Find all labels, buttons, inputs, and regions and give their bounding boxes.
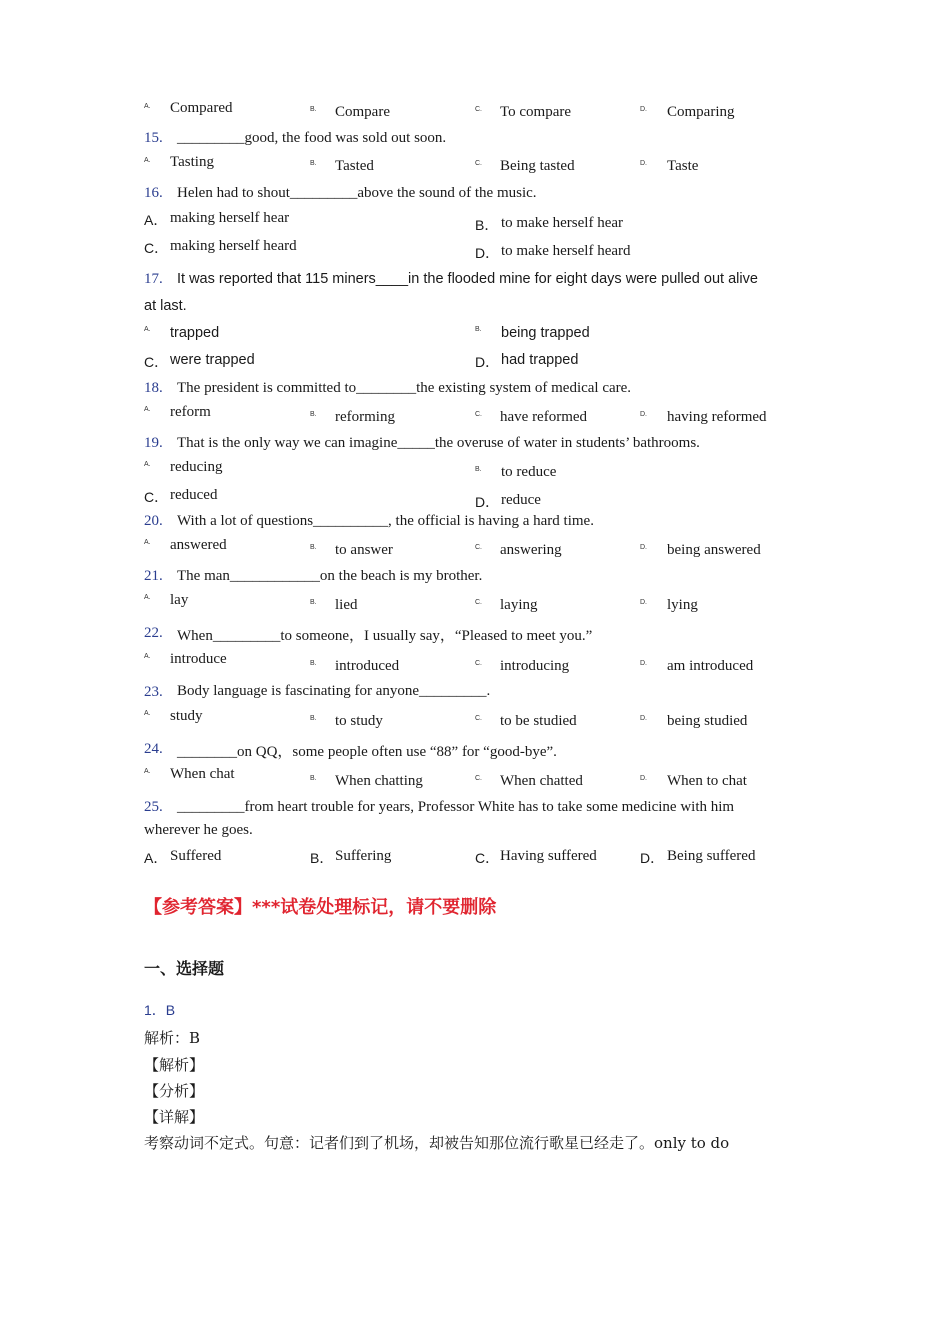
answer-number: 1．B xyxy=(144,1002,176,1018)
option-label: A. xyxy=(144,710,151,717)
option-b[interactable]: to reduce xyxy=(501,464,557,480)
option-d[interactable]: had trapped xyxy=(501,352,579,368)
option-label: B. xyxy=(310,544,317,551)
option-a[interactable]: study xyxy=(170,708,203,724)
option-a[interactable]: lay xyxy=(170,592,189,608)
question-text: The president is committed to________the existing system of medical care. xyxy=(177,380,632,396)
question-text: Helen had to shout_________above the sound of the music. xyxy=(177,185,537,201)
option-label: C. xyxy=(475,599,482,606)
question-text: Body language is fascinating for anyone_________. xyxy=(177,683,491,699)
question-text: _________from heart trouble for years, Professor White has to take some medicine with him xyxy=(177,799,735,815)
question-number: 20. xyxy=(144,513,163,529)
option-d[interactable]: to make herself heard xyxy=(501,243,631,259)
question-text: That is the only way we can imagine_____the overuse of water in students’ bathrooms. xyxy=(177,435,700,451)
option-c[interactable]: When chatted xyxy=(500,773,583,789)
option-label: B. xyxy=(310,660,317,667)
option-label: C. xyxy=(475,775,482,782)
question-number: 18. xyxy=(144,380,163,396)
option-label: B． xyxy=(310,850,334,866)
option-label: A. xyxy=(144,406,151,413)
option-c[interactable]: introducing xyxy=(500,658,570,674)
option-label: D． xyxy=(475,494,500,510)
option-label: C． xyxy=(144,489,169,505)
option-label: D. xyxy=(640,775,647,782)
option-c[interactable]: Being tasted xyxy=(500,158,575,174)
answer-explanation: 考察动词不定式。句意：记者们到了机场，却被告知那位流行歌星已经走了。only to do xyxy=(144,1134,730,1152)
option-label: B. xyxy=(475,326,482,333)
option-label: C． xyxy=(475,850,500,866)
option-b[interactable]: Compare xyxy=(335,104,390,120)
option-label: D． xyxy=(475,354,500,370)
option-label: B. xyxy=(310,160,317,167)
option-label: C. xyxy=(475,106,482,113)
question-text: With a lot of questions__________, the official is having a hard time. xyxy=(177,513,594,529)
answer-section-label: 【解析】 xyxy=(144,1056,205,1074)
question-number: 22. xyxy=(144,625,163,641)
option-label: C. xyxy=(475,160,482,167)
option-b[interactable]: to answer xyxy=(335,542,393,558)
option-b[interactable]: When chatting xyxy=(335,773,423,789)
option-d[interactable]: reduce xyxy=(501,492,541,508)
option-label: D. xyxy=(640,544,647,551)
option-a[interactable]: Tasting xyxy=(170,154,214,170)
option-b[interactable]: Suffering xyxy=(335,848,392,864)
option-d[interactable]: Being suffered xyxy=(667,848,756,864)
option-a[interactable]: making herself hear xyxy=(170,210,290,226)
question-number: 23. xyxy=(144,684,163,700)
option-c[interactable]: reduced xyxy=(170,487,218,503)
option-a[interactable]: trapped xyxy=(170,325,220,341)
option-label: D． xyxy=(475,245,500,261)
option-a[interactable]: Compared xyxy=(170,100,233,116)
question-text: When_________to someone，I usually say，“Pleased to meet you.” xyxy=(177,628,593,644)
question-text: _________good, the food was sold out soon. xyxy=(177,130,447,146)
option-label: B. xyxy=(310,715,317,722)
option-label: C. xyxy=(475,544,482,551)
option-a[interactable]: When chat xyxy=(170,766,235,782)
option-d[interactable]: When to chat xyxy=(667,773,747,789)
question-number: 21. xyxy=(144,568,163,584)
question-text-continued: wherever he goes. xyxy=(144,822,253,838)
option-label: A. xyxy=(144,653,151,660)
option-c[interactable]: Having suffered xyxy=(500,848,597,864)
option-d[interactable]: being answered xyxy=(667,542,761,558)
option-b[interactable]: to make herself hear xyxy=(501,215,624,231)
option-a[interactable]: answered xyxy=(170,537,227,553)
question-number: 19. xyxy=(144,435,163,451)
option-d[interactable]: Taste xyxy=(667,158,699,174)
option-label: A. xyxy=(144,157,151,164)
option-label: A. xyxy=(144,768,151,775)
option-c[interactable]: To compare xyxy=(500,104,572,120)
section-title: 一、选择题 xyxy=(144,959,225,978)
question-text: It was reported that 115 miners____in the flooded mine for eight days were pulled out alive xyxy=(177,271,758,287)
option-label: B. xyxy=(310,411,317,418)
option-label: D. xyxy=(640,106,647,113)
option-label: B. xyxy=(310,599,317,606)
option-label: D. xyxy=(640,660,647,667)
option-label: C. xyxy=(475,411,482,418)
option-label: B. xyxy=(310,775,317,782)
answer-header: 【参考答案】***试卷处理标记，请不要删除 xyxy=(144,897,497,918)
option-c[interactable]: answering xyxy=(500,542,562,558)
option-label: A． xyxy=(144,212,168,228)
option-label: B． xyxy=(475,217,499,233)
option-label: D. xyxy=(640,599,647,606)
question-number: 25. xyxy=(144,799,163,815)
option-label: A． xyxy=(144,850,168,866)
option-label: C. xyxy=(475,660,482,667)
question-text: ________on QQ，some people often use “88” for “good-bye”. xyxy=(177,744,557,760)
option-label: B. xyxy=(310,106,317,113)
option-b[interactable]: to study xyxy=(335,713,383,729)
option-b[interactable]: being trapped xyxy=(501,325,590,341)
option-b[interactable]: reforming xyxy=(335,409,395,425)
option-c[interactable]: to be studied xyxy=(500,713,577,729)
option-label: A. xyxy=(144,103,151,110)
option-label: A. xyxy=(144,326,151,333)
option-a[interactable]: introduce xyxy=(170,651,227,667)
option-label: C． xyxy=(144,354,169,370)
answer-analysis: 解析：B xyxy=(144,1029,201,1047)
option-a[interactable]: reform xyxy=(170,404,211,420)
option-b[interactable]: lied xyxy=(335,597,358,613)
answer-section-label: 【详解】 xyxy=(144,1108,205,1126)
option-label: B. xyxy=(475,466,482,473)
question-number: 15. xyxy=(144,130,163,146)
option-label: C. xyxy=(475,715,482,722)
option-c[interactable]: laying xyxy=(500,597,538,613)
option-label: A. xyxy=(144,594,151,601)
option-label: D. xyxy=(640,715,647,722)
option-d[interactable]: am introduced xyxy=(667,658,754,674)
option-d[interactable]: being studied xyxy=(667,713,748,729)
option-label: C． xyxy=(144,240,169,256)
question-number: 24. xyxy=(144,741,163,757)
option-c[interactable]: making herself heard xyxy=(170,238,297,254)
option-label: D. xyxy=(640,160,647,167)
option-a[interactable]: reducing xyxy=(170,459,223,475)
option-label: D. xyxy=(640,411,647,418)
option-label: D． xyxy=(640,850,665,866)
question-number: 16. xyxy=(144,185,163,201)
option-b[interactable]: Tasted xyxy=(335,158,374,174)
question-text: The man____________on the beach is my brother. xyxy=(177,568,483,584)
option-label: A. xyxy=(144,539,151,546)
option-d[interactable]: Comparing xyxy=(667,104,735,120)
option-b[interactable]: introduced xyxy=(335,658,400,674)
option-c[interactable]: have reformed xyxy=(500,409,588,425)
option-a[interactable]: Suffered xyxy=(170,848,222,864)
option-c[interactable]: were trapped xyxy=(170,352,255,368)
answer-section-label: 【分析】 xyxy=(144,1082,205,1100)
question-number: 17. xyxy=(144,271,163,287)
option-d[interactable]: having reformed xyxy=(667,409,767,425)
question-text-continued: at last. xyxy=(144,298,187,314)
option-d[interactable]: lying xyxy=(667,597,698,613)
option-label: A. xyxy=(144,461,151,468)
